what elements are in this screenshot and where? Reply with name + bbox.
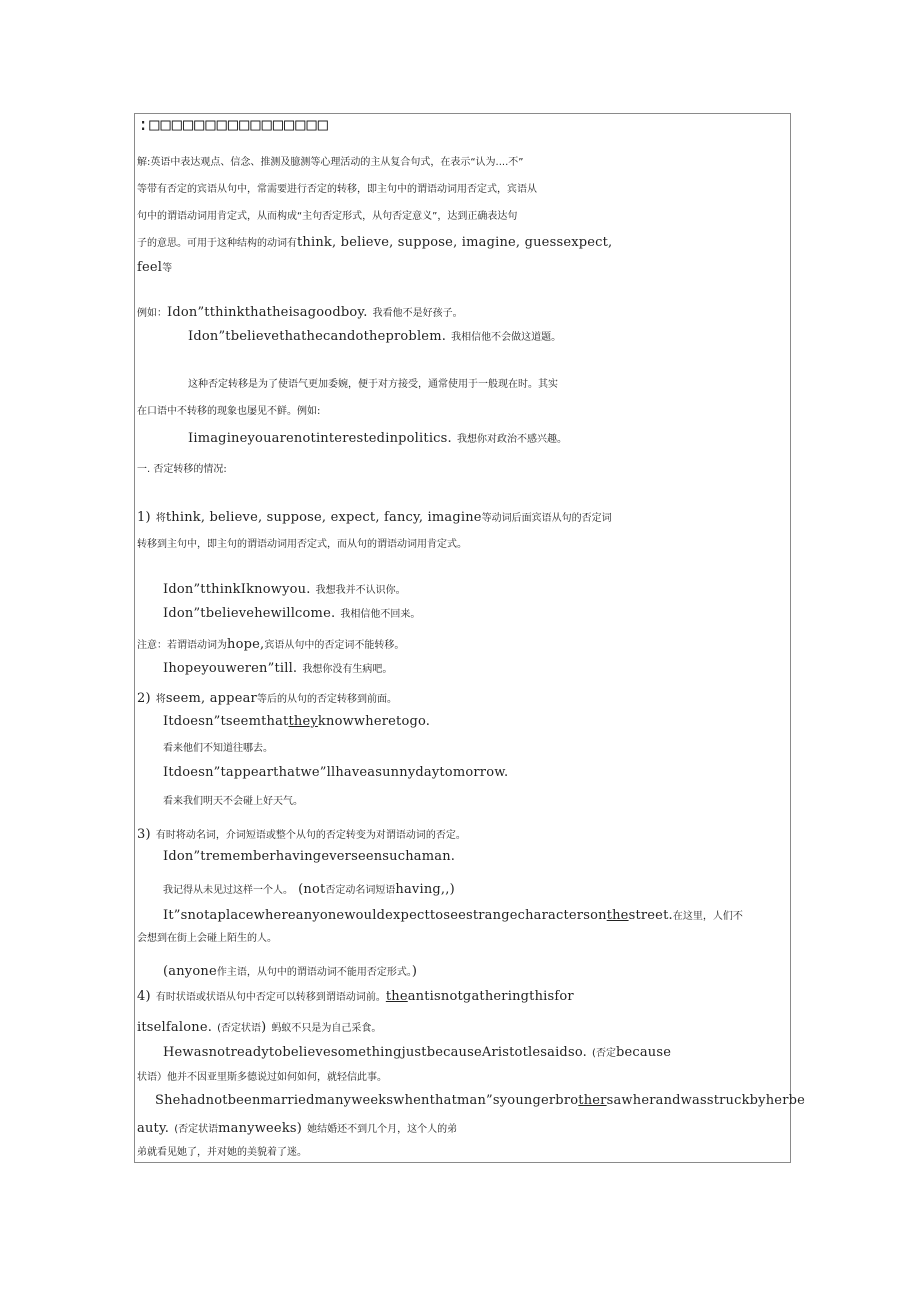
item-1-number: 1)	[137, 510, 151, 525]
item-4-example-2-manyweeks: manyweeks)	[218, 1121, 303, 1136]
item-3-example-1-translation	[163, 880, 455, 896]
item-4-number: 4)	[137, 989, 151, 1004]
example-2	[188, 327, 561, 343]
item-3-example-2-b: street.	[628, 908, 673, 923]
intro-line-5	[137, 258, 172, 274]
item-1-example-3-chinese: 我想你没有生病吧。	[302, 664, 393, 675]
item-3-example-2-underlined: the	[606, 908, 629, 923]
example-1-english: Idon”tthinkthatheisagoodboy.	[167, 305, 368, 320]
intro-line-3: 句中的谓语动词用肯定式，从而构成“主句否定形式，从句否定意义”，达到正确表达句	[137, 211, 518, 222]
example-2-english: Idon”tbelievethathecandotheproblem.	[188, 329, 447, 344]
item-3-note-a: (not	[298, 882, 326, 897]
item-1-note-hope: hope,	[227, 637, 265, 652]
item-2-example-1-a: Itdoesn”tseemthat	[163, 714, 289, 729]
item-2-text-b: 等后的从句的否定转移到前面。	[256, 694, 397, 705]
intro-line-5-text: 等	[162, 263, 173, 274]
item-2-example-1-b: knowwheretogo.	[317, 714, 431, 729]
item-4-example-2-chinese: 她结婚还不到几个月，这个人的弟	[307, 1124, 458, 1135]
item-4-underlined: the	[385, 989, 408, 1004]
item-4-text: 有时状语或状语从句中否定可以转移到谓语动词前。	[155, 992, 386, 1003]
document-title: :□□□□□□□□□□□□□□□□	[138, 115, 329, 135]
item-3-note-b: having,,)	[395, 882, 455, 897]
item-1-example-3	[163, 659, 392, 675]
item-1-example-1	[163, 580, 406, 596]
item-4-example-1-chinese: 状语）他并不因亚里斯多德说过如何如何，就轻信此事。	[137, 1072, 387, 1083]
item-4-english-b: antisnotgatheringthisfor	[407, 989, 574, 1004]
item-2-example-1-underlined: they	[288, 714, 318, 729]
section-heading: 一. 否定转移的情况:	[137, 464, 227, 475]
item-3-example-1-chinese: 我记得从未见过这样一个人。	[163, 885, 293, 896]
para2-line-1: 这种否定转移是为了使语气更加委婉，便于对方接受，通常使用于一般现在时。其实	[188, 379, 558, 390]
intro-line-2: 等带有否定的宾语从句中，常需要进行否定的转移，即主句中的谓语动词用否定式，宾语从	[137, 184, 537, 195]
para2-example-english: Iimagineyouarenotinterestedinpolitics.	[188, 431, 452, 446]
item-4-example-2-note: (否定状语	[174, 1124, 219, 1135]
para2-example-chinese: 我想你对政治不感兴趣。	[456, 434, 567, 445]
item-4-example-1-english: HewasnotreadytobelievesomethingjustbecauseAristotlesaidso.	[163, 1045, 587, 1060]
item-1-heading	[137, 508, 612, 524]
item-4-line-2-note: (否定状语	[217, 1023, 262, 1034]
item-4-example-2-underlined: ther	[578, 1093, 607, 1108]
item-3-example-3-chinese: 作主语，从句中的谓语动词不能用否定形式。	[216, 967, 412, 978]
item-4-example-2-line-3: 弟就看见她了，并对她的美貌着了迷。	[137, 1147, 307, 1158]
item-1-note-b: 宾语从句中的否定词不能转移。	[264, 640, 405, 651]
item-4-example-2-beauty: auty.	[137, 1121, 170, 1136]
item-1-note-a: 注意：若谓语动词为	[137, 640, 227, 651]
item-4-example-2	[155, 1094, 805, 1107]
item-1-example-1-chinese: 我想我并不认识你。	[315, 585, 406, 596]
para2-line-2: 在口语中不转移的现象也屡见不鲜。例如:	[137, 406, 321, 417]
item-3-example-2-chinese-b: 会想到在街上会碰上陌生的人。	[137, 933, 277, 944]
item-1-line-2: 转移到主句中，即主句的谓语动词用否定式，而从句的谓语动词用肯定式。	[137, 539, 467, 550]
item-4-line-2	[137, 1018, 381, 1034]
item-1-example-2-english: Idon”tbelievehewillcome.	[163, 606, 336, 621]
example-prefix: 例如：	[137, 308, 167, 319]
item-3-example-3	[163, 962, 417, 978]
item-2-example-2-chinese: 看来我们明天不会碰上好天气。	[163, 796, 303, 807]
item-3-heading	[137, 825, 466, 841]
item-4-line-2-paren: )	[261, 1020, 267, 1035]
item-4-example-1-note: (否定	[592, 1048, 616, 1059]
item-3-example-3-a: (anyone	[163, 964, 217, 979]
item-4-example-1-because: because	[615, 1045, 672, 1060]
item-4-example-2-line-2	[137, 1119, 457, 1135]
item-2-text-a: 将	[155, 694, 166, 705]
item-4-example-2-b: sawherandwasstruckbyherbe	[606, 1093, 806, 1108]
item-3-number: 3)	[137, 827, 151, 842]
item-1-verbs: think, believe, suppose, expect, fancy, imagine	[165, 510, 482, 525]
item-4-line-2-chinese: 蚂蚁不只是为自己采食。	[271, 1023, 382, 1034]
intro-line-1: 解:英语中表达观点、信念、推测及臆测等心理活动的主从复合句式，在表示“认为....不”	[137, 157, 524, 168]
para2-example	[188, 429, 567, 445]
example-1	[137, 303, 463, 319]
intro-verb-feel: feel	[137, 260, 163, 275]
intro-verb-list: think, believe, suppose, imagine, guessexpect,	[297, 235, 613, 250]
example-2-chinese: 我相信他不会做这道题。	[451, 332, 562, 343]
item-2-verbs: seem, appear	[165, 691, 257, 706]
item-2-example-1-chinese: 看来他们不知道往哪去。	[163, 743, 273, 754]
item-4-heading	[137, 987, 574, 1003]
item-2-number: 2)	[137, 691, 151, 706]
item-2-heading	[137, 689, 397, 705]
item-1-text-a: 将	[155, 513, 166, 524]
item-3-example-2-a: It”snotaplacewhereanyonewouldexpecttoseestrangecharacterson	[163, 908, 607, 923]
example-1-chinese: 我看他不是好孩子。	[372, 308, 463, 319]
item-1-example-1-english: Idon”tthinkIknowyou.	[163, 582, 311, 597]
item-4-example-1	[163, 1043, 671, 1059]
item-2-example-2-english: Itdoesn”tappearthatwe”llhaveasunnydaytomorrow.	[163, 765, 509, 780]
intro-line-4-text: 子的意思。可用于这种结构的动词有	[137, 238, 297, 249]
item-4-line-2-english: itselfalone.	[137, 1020, 213, 1035]
item-3-example-2	[163, 906, 743, 922]
item-3-note-chinese: 否定动名词短语	[325, 885, 396, 896]
item-1-text-b: 等动词后面宾语从句的否定词	[481, 513, 612, 524]
item-2-example-1	[163, 715, 430, 728]
item-1-example-3-english: Ihopeyouweren”till.	[163, 661, 298, 676]
item-3-example-2-chinese-a: 在这里，人们不	[672, 911, 743, 922]
intro-line-4	[137, 233, 612, 249]
item-3-text: 有时将动名词，介词短语或整个从句的否定转变为对谓语动词的否定。	[155, 830, 466, 841]
item-1-note	[137, 635, 404, 651]
item-3-example-3-b: )	[411, 964, 418, 979]
item-4-example-2-a: Shehadnotbeenmarriedmanyweekswhenthatman”syoungerbro	[155, 1093, 579, 1108]
item-1-example-2-chinese: 我相信他不回来。	[340, 609, 421, 620]
item-1-example-2	[163, 604, 420, 620]
item-3-example-1-english: Idon”trememberhavingeverseensuchaman.	[163, 849, 456, 864]
